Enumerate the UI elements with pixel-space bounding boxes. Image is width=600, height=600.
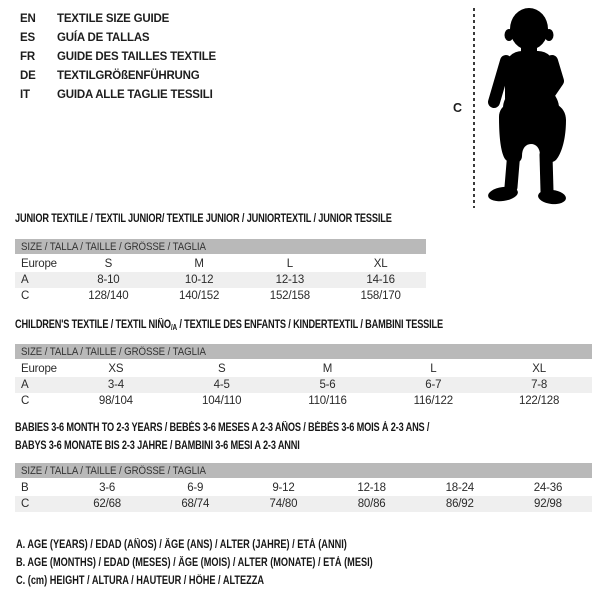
language-code: EN [20,13,36,25]
footnotes [16,536,462,590]
table-cell: 104/110 [202,395,242,407]
table-cell: 7-8 [531,379,548,391]
table-cell: 74/80 [269,498,298,510]
table-cell: 158/170 [360,290,401,302]
table-row [15,496,592,512]
height-figure [450,4,598,214]
children-table-title [15,318,443,335]
table-cell: M [322,363,333,375]
children-size-table [15,344,592,409]
size-header-bar [15,344,592,359]
babies-size-table [15,463,592,512]
babies-table-title-line1: BABIES 3-6 MONTH TO 2-3 YEARS / BEBÉS 3-6 MESES A 2-3 AÑOS / BÉBÉS 3-6 MOIS À 2-3 ANS / [15,422,430,434]
table-cell: 3-6 [99,482,116,494]
language-row-fr [20,48,216,67]
table-row [15,361,592,377]
children-title-post: / TEXTILE DES ENFANTS / KINDERTEXTIL / BAMBINI TESSILE [176,319,443,331]
table-row [15,377,592,393]
table-cell: 14-16 [366,274,395,286]
table-cell: 5-6 [319,379,336,391]
table-cell: 24-36 [533,482,563,494]
children-title-pre: CHILDREN'S TEXTILE / TEXTIL NIÑO [15,319,171,331]
language-code: DE [20,70,36,82]
table-cell: 10-12 [184,274,214,286]
table-cell: 128/140 [88,290,129,302]
language-title: TEXTILGRÖßENFÜHRUNG [57,70,200,82]
table-cell: 116/122 [413,395,453,407]
children-title-sub: /A [170,323,177,332]
row-label: Europe [21,258,57,270]
footnote-b: B. AGE (MONTHS) / EDAD (MESES) / ÂGE (MOIS) / ALTER (MONATE) / ETÀ (MESI) [16,557,373,569]
language-row-de [20,67,216,86]
language-title: TEXTILE SIZE GUIDE [57,13,170,25]
toddler-silhouette-icon [483,5,583,205]
table-cell: 8-10 [97,274,120,286]
language-title: GUÍA DE TALLAS [57,32,150,44]
language-title: GUIDE DES TAILLES TEXTILE [57,51,216,63]
table-cell: 80/86 [357,498,386,510]
size-header-label: SIZE / TALLA / TAILLE / GRÖSSE / TAGLIA [21,240,206,253]
table-cell: 4-5 [213,379,230,391]
table-cell: 110/116 [308,395,347,407]
language-title: GUIDA ALLE TAGLIE TESSILI [57,89,213,101]
footnote-a: A. AGE (YEARS) / EDAD (AÑOS) / ÂGE (ANS) / ALTER (JAHRE) / ETÀ (ANNI) [16,539,347,551]
size-header-label: SIZE / TALLA / TAILLE / GRÖSSE / TAGLIA [21,345,206,358]
height-marker-label: C [453,101,463,115]
table-cell: 140/152 [179,290,220,302]
table-cell: 6-7 [425,379,442,391]
table-cell: S [217,363,226,375]
table-cell: XL [532,363,546,375]
row-label: B [21,482,29,494]
size-header-label: SIZE / TALLA / TAILLE / GRÖSSE / TAGLIA [21,464,206,477]
row-label: A [21,379,29,391]
table-cell: 3-4 [107,379,124,391]
size-header-bar [15,239,426,254]
table-cell: 152/158 [269,290,310,302]
table-cell: 12-18 [357,482,386,494]
table-cell: 92/98 [534,498,562,510]
table-cell: 62/68 [93,498,121,510]
size-header-bar [15,463,592,478]
height-dashed-line [473,8,475,208]
table-cell: 122/128 [519,395,560,407]
footnote-c: C. (cm) HEIGHT / ALTURA / HAUTEUR / HÖHE / ALTEZZA [16,575,265,587]
table-cell: L [430,363,437,375]
table-cell: L [286,258,293,270]
language-row-en [20,10,216,29]
row-label: C [21,498,30,510]
table-cell: M [194,258,204,270]
table-cell: S [104,258,113,270]
row-label: A [21,274,29,286]
row-label: Europe [21,363,57,375]
table-row [15,288,426,304]
table-cell: 68/74 [181,498,210,510]
row-label: C [21,395,30,407]
table-row [15,272,426,288]
table-cell: XL [373,258,388,270]
table-row [15,393,592,409]
junior-table-title: JUNIOR TEXTILE / TEXTIL JUNIOR/ TEXTILE JUNIOR / JUNIORTEXTIL / JUNIOR TESSILE [15,213,392,225]
language-row-es [20,29,216,48]
language-code: IT [20,89,30,101]
language-row-it [20,86,216,105]
table-cell: XS [108,363,124,375]
language-list [20,10,216,105]
table-cell: 12-13 [275,274,305,286]
language-code: FR [20,51,35,63]
language-code: ES [20,32,35,44]
table-cell: 18-24 [445,482,474,494]
row-label: C [21,290,30,302]
babies-table-title-line2: BABYS 3-6 MONATE BIS 2-3 JAHRE / BAMBINI 3-6 MESI A 2-3 ANNI [15,440,300,452]
table-cell: 86/92 [445,498,474,510]
table-row [15,256,426,272]
junior-size-table [15,239,426,304]
table-cell: 6-9 [187,482,204,494]
table-row [15,480,592,496]
table-cell: 98/104 [98,395,133,407]
table-cell: 9-12 [272,482,295,494]
